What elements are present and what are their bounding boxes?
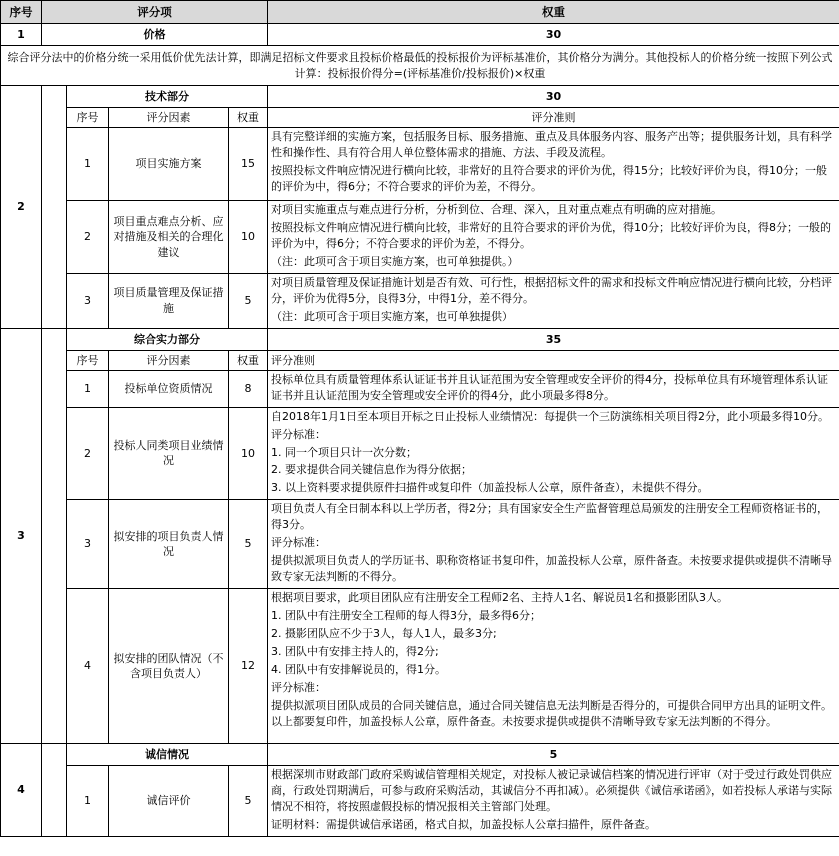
criteria-line: 项目负责人有全日制本科以上学历者，得2分；具有国家安全生产监督管理总局颁发的注册安全工程师资格证书的，得3分。: [271, 502, 828, 532]
price-name: 价格: [42, 24, 268, 46]
criteria-line: 具有完整详细的实施方案，包括服务目标、服务措施、重点及具体服务内容、服务产出等；提供服务计划，具有科学性和操作性、具有符合用人单位整体需求的措施、方法、手段及流程。: [271, 130, 832, 159]
tech-subheader-factor: 评分因素: [109, 108, 229, 128]
tech-subheader-weight: 权重: [229, 108, 268, 128]
tech-row-weight: 5: [229, 273, 268, 328]
strength-subheader-row: [1, 350, 839, 370]
credit-row-factor: 诚信评价: [109, 766, 229, 837]
price-description: 综合评分法中的价格分统一采用低价优先法计算，即满足招标文件要求且投标价格最低的投标报价为评标基准价，其价格分为满分。其他投标人的价格分统一按照下列公式计算：投标报价得分=(评标基准价/投标报价)×权重: [1, 46, 839, 86]
criteria-line: 按照投标文件响应情况进行横向比较，非常好的且符合要求的评价为优，得15分；比较好评价为良，得10分；一般的评价为中，得6分；不符合要求的评价为差，不得分。: [271, 163, 827, 193]
strength-row-criteria: [268, 370, 839, 407]
criteria-line: 4. 团队中有安排解说员的，得1分。: [271, 662, 446, 676]
criteria-line: 证明材料：需提供诚信承诺函，格式自拟，加盖投标人公章扫描件，原件备查。: [271, 817, 656, 831]
criteria-line: 评分标准：: [271, 536, 326, 550]
tech-row-weight: 15: [229, 128, 268, 201]
strength-section-no: 3: [1, 328, 42, 743]
tech-subheader-no: 序号: [67, 108, 109, 128]
tech-row-factor: 项目重点难点分析、应对措施及相关的合理化建议: [109, 201, 229, 274]
strength-row-criteria: [268, 407, 839, 500]
header-item: 评分项: [42, 1, 268, 24]
credit-section-title: 诚信情况: [67, 744, 268, 766]
criteria-line: 评分标准：: [271, 427, 326, 441]
criteria-line: 2. 摄影团队应不少于3人，每人1人，最多3分;: [271, 626, 497, 640]
credit-row-no: 1: [67, 766, 109, 837]
strength-row-no: 4: [67, 589, 109, 744]
price-weight: 30: [268, 24, 839, 46]
strength-row-weight: 5: [229, 500, 268, 589]
criteria-line: （注：此项可含于项目实施方案，也可单独提供。）: [271, 254, 519, 268]
strength-subheader-criteria: 评分准则: [268, 350, 839, 370]
strength-subheader-no: 序号: [67, 350, 109, 370]
tech-section-weight: 30: [268, 86, 839, 108]
tech-row-criteria: [268, 273, 839, 328]
credit-section-no: 4: [1, 744, 42, 837]
table-row: [1, 370, 839, 407]
credit-row-criteria: [268, 766, 839, 837]
table-row: [1, 273, 839, 328]
strength-section-title: 综合实力部分: [67, 328, 268, 350]
criteria-line: 对项目质量管理及保证措施计划是否有效、可行性，根据招标文件的需求和投标文件响应情况进行横向比较，分档评分，评价为优得5分，良得3分，中得1分，差不得分。: [271, 275, 832, 305]
criteria-line: 提供拟派项目团队成员的合同关键信息，通过合同关键信息无法判断是否得分的，可提供合同甲方出具的证明文件。以上都要复印件，加盖投标人公章，原件备查。未按要求提供或提供不清晰导致专家无法判断的不得分。: [271, 698, 832, 728]
criteria-line: 提供拟派项目负责人的学历证书、职称资格证书复印件，加盖投标人公章，原件备查。未按要求提供或提供不清晰导致专家无法判断的不得分。: [271, 554, 832, 584]
criteria-line: （注：此项可含于项目实施方案，也可单独提供）: [271, 309, 513, 323]
table-row: [1, 500, 839, 589]
strength-row-no: 3: [67, 500, 109, 589]
tech-row-factor: 项目实施方案: [109, 128, 229, 201]
credit-title-row: [1, 744, 839, 766]
tech-subheader-criteria: 评分准则: [268, 108, 839, 128]
credit-section-weight: 5: [268, 744, 839, 766]
header-row: [1, 1, 839, 24]
strength-section-weight: 35: [268, 328, 839, 350]
criteria-line: 1. 团队中有注册安全工程师的每人得3分，最多得6分；: [271, 608, 541, 622]
table-row: [1, 128, 839, 201]
criteria-line: 3. 团队中有安排主持人的，得2分;: [271, 644, 439, 658]
price-no: 1: [1, 24, 42, 46]
header-weight: 权重: [268, 1, 839, 24]
tech-row-no: 2: [67, 201, 109, 274]
criteria-line: 3. 以上资料要求提供原件扫描件或复印件（加盖投标人公章，原件备查），未提供不得分。: [271, 481, 709, 495]
tech-title-row: [1, 86, 839, 108]
strength-row-criteria: [268, 500, 839, 589]
criteria-line: 2. 要求提供合同关键信息作为得分依据；: [271, 463, 472, 477]
price-desc-row: [1, 46, 839, 86]
strength-row-weight: 10: [229, 407, 268, 500]
criteria-line: 自2018年1月1日至本项目开标之日止投标人业绩情况：每提供一个三防演练相关项目得2分，此小项最多得10分。: [271, 409, 829, 423]
strength-row-factor: 拟安排的项目负责人情况: [109, 500, 229, 589]
strength-row-factor: 拟安排的团队情况（不含项目负责人）: [109, 589, 229, 744]
strength-subheader-factor: 评分因素: [109, 350, 229, 370]
strength-title-row: [1, 328, 839, 350]
table-row: [1, 201, 839, 274]
credit-indent-cell: [42, 744, 67, 837]
criteria-line: 对项目实施重点与难点进行分析，分析到位、合理、深入，且对重点难点有明确的应对措施。: [271, 203, 722, 216]
table-row: [1, 589, 839, 744]
strength-row-no: 1: [67, 370, 109, 407]
strength-row-no: 2: [67, 407, 109, 500]
price-row: [1, 24, 839, 46]
strength-row-factor: 投标单位资质情况: [109, 370, 229, 407]
strength-row-weight: 12: [229, 589, 268, 744]
strength-row-criteria: [268, 589, 839, 744]
tech-row-factor: 项目质量管理及保证措施: [109, 273, 229, 328]
criteria-line: 按照投标文件响应情况进行横向比较，非常好的且符合要求的评价为优，得10分；比较好评价为良，得8分；一般的评价为中，得6分；不符合要求的评价为差，不得分。: [271, 220, 831, 250]
table-row: [1, 766, 839, 837]
strength-subheader-weight: 权重: [229, 350, 268, 370]
criteria-line: 根据项目要求，此项目团队应有注册安全工程师2名、主持人1名、解说员1名和摄影团队3人。: [271, 591, 728, 604]
strength-row-weight: 8: [229, 370, 268, 407]
tech-row-weight: 10: [229, 201, 268, 274]
criteria-line: 1. 同一个项目只计一次分数；: [271, 445, 417, 459]
tech-row-no: 1: [67, 128, 109, 201]
tech-section-title: 技术部分: [67, 86, 268, 108]
strength-row-factor: 投标人同类项目业绩情况: [109, 407, 229, 500]
strength-indent-cell: [42, 328, 67, 743]
tech-row-criteria: [268, 128, 839, 201]
tech-indent-cell: [42, 86, 67, 329]
criteria-line: 评分标准：: [271, 680, 326, 694]
tech-row-criteria: [268, 201, 839, 274]
criteria-line: 投标单位具有质量管理体系认证证书并且认证范围为安全管理或安全评价的得4分，投标单位具有环境管理体系认证证书并且认证范围为安全管理或安全评价的得4分，此小项最多得8分。: [271, 372, 828, 402]
tech-subheader-row: [1, 108, 839, 128]
tech-row-no: 3: [67, 273, 109, 328]
credit-row-weight: 5: [229, 766, 268, 837]
table-row: [1, 407, 839, 500]
header-no: 序号: [1, 1, 42, 24]
tech-section-no: 2: [1, 86, 42, 329]
criteria-line: 根据深圳市财政部门政府采购诚信管理相关规定，对投标人被记录诚信档案的情况进行评审（对于受过行政处罚供应商，行政处罚期满后，可参与政府采购活动，其诚信分不再扣减）。必须提供《诚信承诺函》，如若投标人承诺与实际情况不相符，将按照虚假投标的情况报相关主管部门处理。: [271, 768, 832, 813]
